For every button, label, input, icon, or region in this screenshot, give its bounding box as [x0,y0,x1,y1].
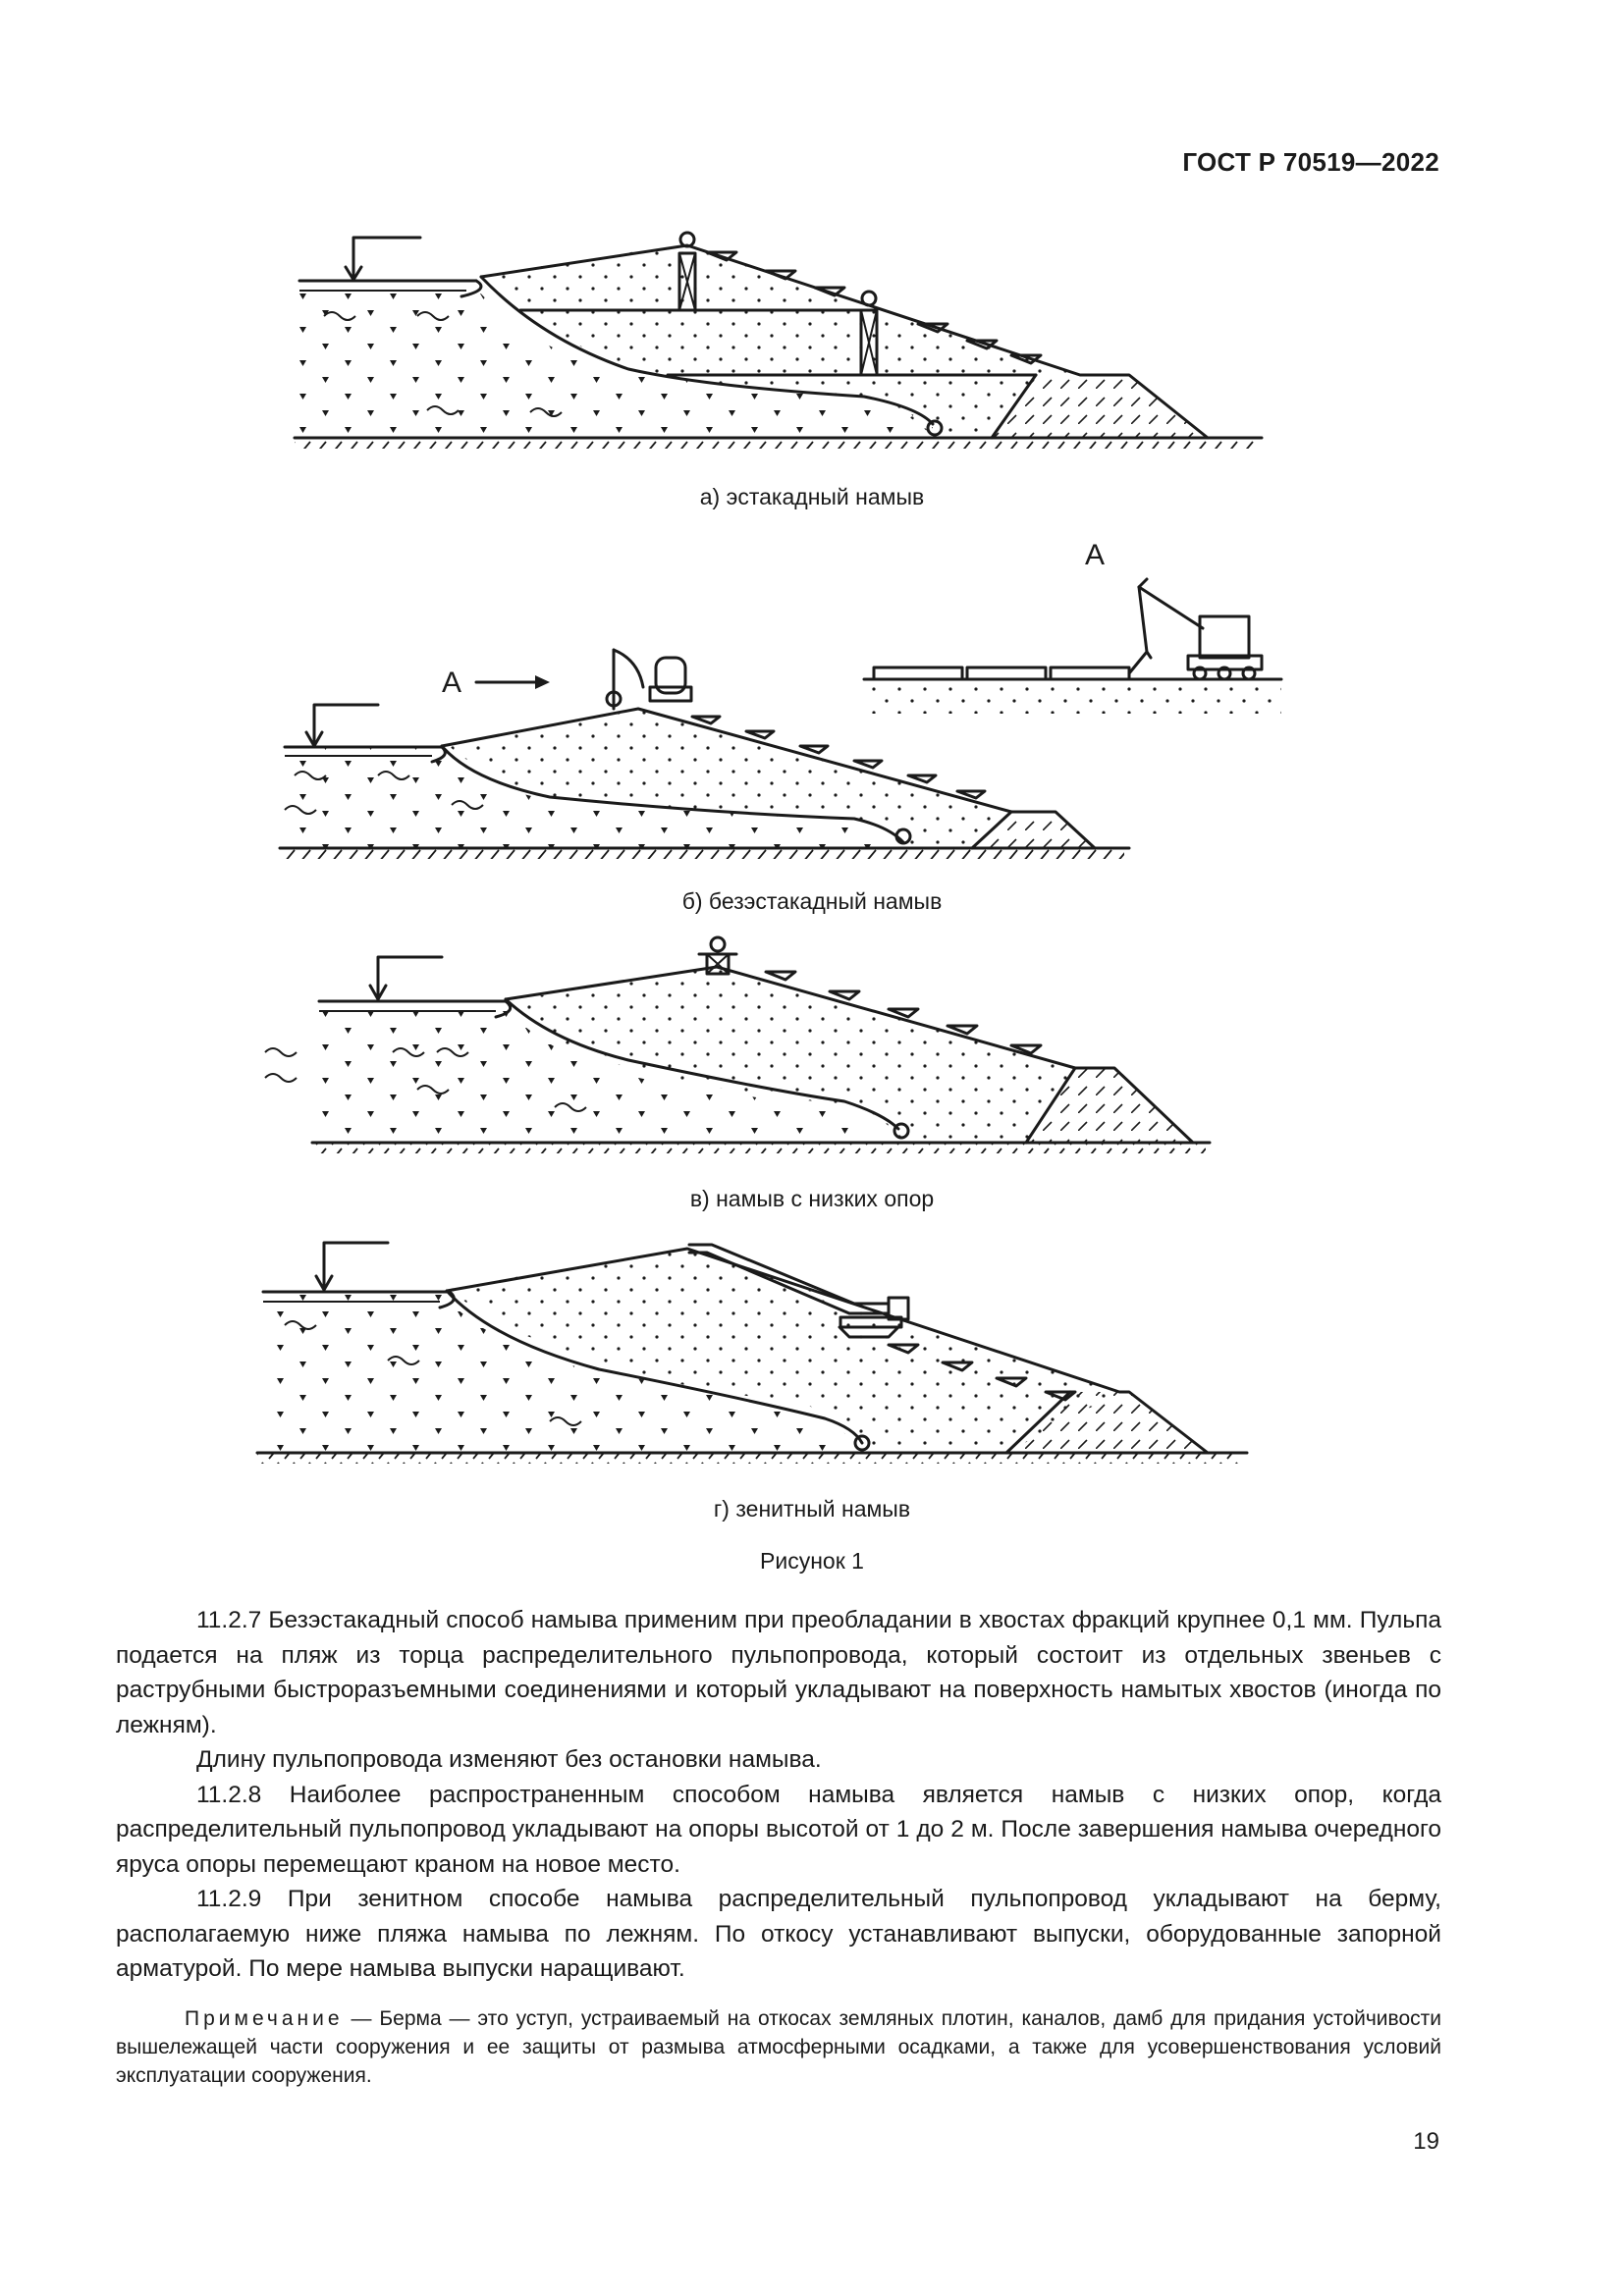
caption-d: г) зенитный намыв [713,1496,911,1522]
paragraph-11-2-9: 11.2.9 При зенитном способе намыва распределительный пульпопровод укладывают на берму, располагаемую ниже пляжа намыва по лежням. По откосу устанавливают выпуски, оборудованные запорной арматурой. По мере намыва выпуски наращивают. [116,1886,1441,1982]
paragraph-11-2-7: 11.2.7 Безэстакадный способ намыва применим при преобладании в хвостах фракций крупнее 0,1 мм. Пульпа подается на пляж из торца распределительного пульпопровода, который состоит из отдельных звеньев с раструбными быстроразъемными соединениями и который укладывают на поверхность намытых хвостов (иногда по лежням). [116,1607,1441,1738]
page-number: 19 [1413,2128,1439,2155]
note [116,2004,1441,2090]
diagram-d-zenith [257,1243,1247,1464]
document-code: ГОСТ Р 70519—2022 [1182,147,1439,177]
diagram-a-trestle [295,233,1262,449]
caption-c: в) намыв с низких опор [689,1186,935,1211]
caption-b: б) безэстакадный намыв [681,888,943,914]
inset-a-crane [864,539,1281,714]
arrow-label: А [442,667,462,699]
diagram-b-no-trestle [280,539,1281,859]
body-text [116,1603,1441,1987]
paragraph-11-2-8: 11.2.8 Наиболее распространенным способом намыва является намыв с низких опор, когда распределительный пульпопровод укладывают на опоры высотой от 1 до 2 м. После завершения намыва очередного яруса опоры перемещают краном на новое место. [116,1781,1441,1878]
diagram-c-low-supports [265,937,1210,1153]
note-text: — Берма — это уступ, устраиваемый на откосах земляных плотин, каналов, дамб для придания устойчивости вышележащей части сооружения и ее защиты от размыва атмосферными осадками, а также для усовершенствования условий эксплуатации сооружения. [116,2007,1441,2087]
caption-a: а) эстакадный намыв [699,484,925,509]
pipe-equipment [607,650,691,709]
figure-title: Рисунок 1 [760,1548,864,1574]
inset-label: А [1085,539,1106,571]
note-label: Примечание [185,2007,344,2030]
paragraph-pipe-length: Длину пульпопровода изменяют без остановки намыва. [196,1746,822,1773]
